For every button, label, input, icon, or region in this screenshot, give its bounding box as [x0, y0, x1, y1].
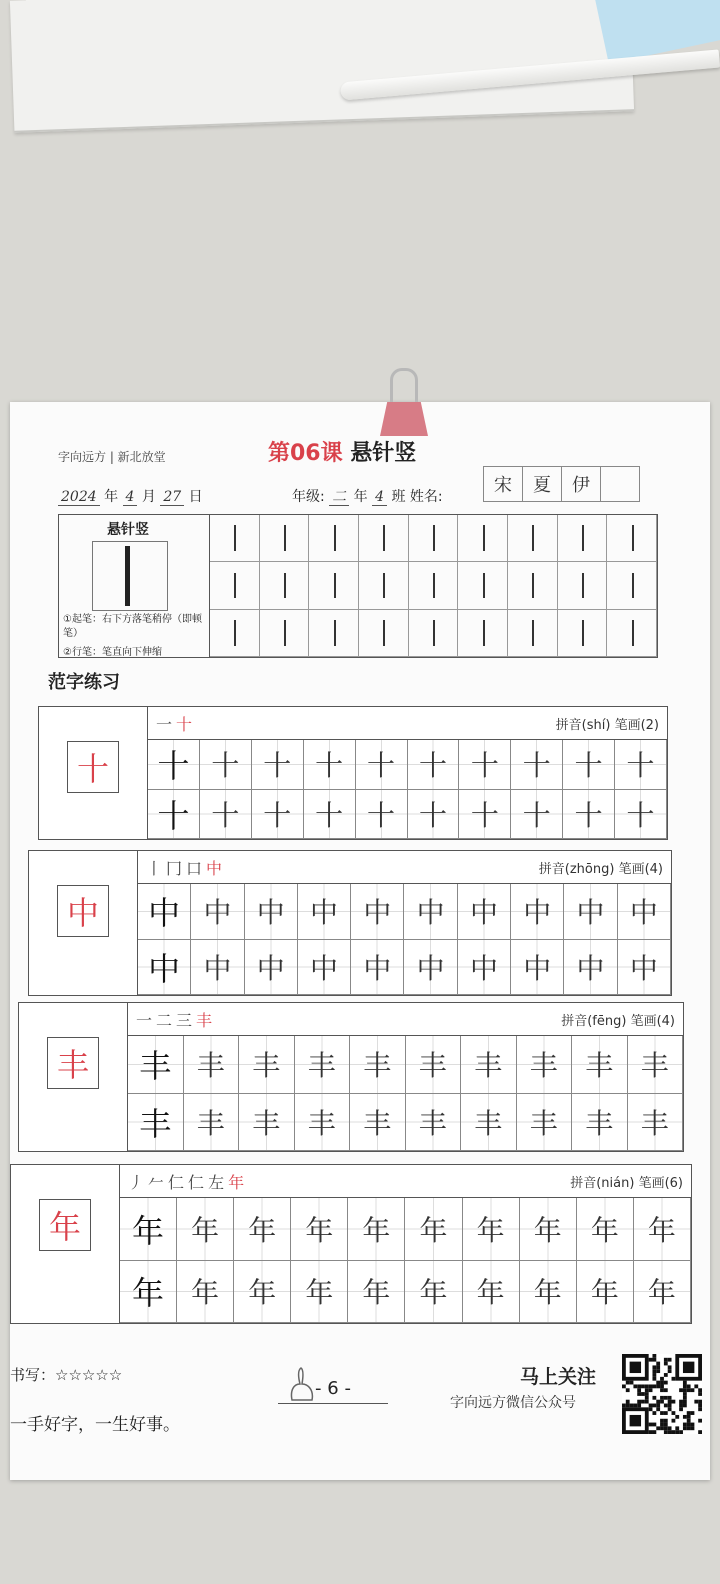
class-row — [292, 486, 443, 506]
practice-cell[interactable]: 十 — [252, 740, 304, 790]
practice-cell[interactable]: 丰 — [239, 1036, 295, 1094]
practice-cell[interactable]: 十 — [563, 740, 615, 790]
name-box[interactable] — [600, 466, 640, 502]
motto: 一手好字，一生好事。 — [10, 1415, 180, 1435]
practice-cell[interactable]: 十 — [148, 790, 200, 840]
stroke-order-step: 一 — [156, 714, 177, 734]
stroke-cell[interactable] — [409, 515, 459, 562]
model-cell — [19, 1003, 128, 1151]
practice-cell[interactable]: 丰 — [295, 1036, 351, 1094]
model-character: 年 — [39, 1199, 91, 1251]
practice-cell[interactable]: 年 — [348, 1198, 405, 1261]
practice-cell[interactable]: 年 — [120, 1261, 177, 1324]
binder-clip — [380, 368, 428, 438]
practice-cell[interactable]: 丰 — [628, 1036, 684, 1094]
practice-cell[interactable]: 中 — [404, 884, 457, 940]
stroke-order-step: 十 — [176, 714, 197, 734]
stroke-cell[interactable] — [508, 610, 558, 657]
practice-grid — [128, 1036, 683, 1151]
practice-cell[interactable]: 十 — [304, 790, 356, 840]
stroke-cell[interactable] — [309, 562, 359, 609]
practice-cell[interactable]: 中 — [138, 940, 191, 996]
practice-cell[interactable]: 中 — [511, 884, 564, 940]
stroke-order-step: 丰 — [196, 1010, 217, 1030]
character-meta — [570, 1172, 683, 1191]
date-row — [58, 486, 203, 506]
practice-cell[interactable]: 中 — [191, 884, 244, 940]
practice-cell[interactable]: 丰 — [572, 1094, 628, 1152]
stroke-order-step: 三 — [176, 1010, 197, 1030]
stroke-cell[interactable] — [458, 515, 508, 562]
date-month[interactable]: 4 — [123, 489, 138, 506]
class-value[interactable]: 4 — [372, 489, 387, 506]
practice-cell[interactable]: 丰 — [461, 1094, 517, 1152]
practice-cell[interactable]: 中 — [511, 940, 564, 996]
strokes-label: 笔画(4) — [630, 1013, 675, 1029]
stroke-order-step: 冂 — [166, 858, 187, 878]
practice-cell[interactable]: 中 — [564, 884, 617, 940]
stroke-cell[interactable] — [508, 562, 558, 609]
practice-cell[interactable]: 年 — [577, 1261, 634, 1324]
practice-cell[interactable]: 年 — [177, 1261, 234, 1324]
stroke-cell[interactable] — [359, 610, 409, 657]
practice-cell[interactable]: 十 — [511, 790, 563, 840]
character-row — [10, 1164, 692, 1324]
practice-cell[interactable]: 中 — [245, 884, 298, 940]
grade-unit: 年 — [353, 489, 368, 505]
practice-cell[interactable]: 丰 — [350, 1036, 406, 1094]
stroke-cell[interactable] — [607, 610, 657, 657]
character-meta — [556, 714, 659, 733]
practice-cell[interactable]: 年 — [634, 1198, 691, 1261]
page-number: - 6 - — [278, 1378, 388, 1404]
stroke-diagram — [92, 541, 168, 611]
stroke-cell[interactable] — [210, 610, 260, 657]
practice-cell[interactable]: 丰 — [184, 1036, 240, 1094]
qr-code-icon[interactable] — [622, 1354, 702, 1434]
stroke-order-step: 中 — [206, 858, 227, 878]
practice-cell[interactable]: 年 — [463, 1261, 520, 1324]
grade-label: 年级: — [292, 489, 325, 505]
model-cell — [11, 1165, 120, 1323]
practice-grid — [148, 740, 667, 839]
stroke-order-step: 仁 — [168, 1172, 189, 1192]
practice-cell[interactable]: 年 — [177, 1198, 234, 1261]
logo-text: 字向远方 | 新北放堂 — [58, 450, 166, 464]
practice-cell[interactable]: 丰 — [239, 1094, 295, 1152]
practice-cell[interactable]: 中 — [138, 884, 191, 940]
stroke-order — [146, 856, 226, 879]
stroke-name: 悬针竖 — [107, 522, 149, 538]
strokes-label: 笔画(6) — [638, 1175, 683, 1191]
practice-cell[interactable]: 中 — [404, 940, 457, 996]
stroke-cell[interactable] — [309, 610, 359, 657]
stroke-cell[interactable] — [359, 562, 409, 609]
stroke-cell[interactable] — [558, 562, 608, 609]
practice-cell[interactable]: 十 — [148, 740, 200, 790]
practice-cell[interactable]: 丰 — [461, 1036, 517, 1094]
practice-cell[interactable]: 年 — [520, 1198, 577, 1261]
strokes-label: 笔画(2) — [614, 717, 659, 733]
stroke-grid — [210, 515, 657, 657]
practice-cell[interactable]: 年 — [291, 1261, 348, 1324]
stroke-cell[interactable] — [409, 610, 459, 657]
lesson-title: 悬针竖 — [350, 441, 417, 466]
practice-cell[interactable]: 十 — [356, 740, 408, 790]
practice-cell[interactable]: 年 — [120, 1198, 177, 1261]
practice-cell[interactable]: 年 — [634, 1261, 691, 1324]
stroke-order-step: 丨 — [146, 858, 167, 878]
name-label: 姓名: — [409, 489, 443, 505]
model-character: 十 — [67, 741, 119, 793]
practice-cell[interactable]: 丰 — [517, 1036, 573, 1094]
follow-subtitle: 字向远方微信公众号 — [450, 1395, 576, 1411]
stroke-order — [128, 1170, 248, 1193]
practice-cell[interactable]: 中 — [298, 940, 351, 996]
practice-cell[interactable]: 十 — [356, 790, 408, 840]
stroke-note-2: ②行笔：笔直向下伸缩 — [63, 647, 162, 658]
practice-cell[interactable]: 年 — [234, 1198, 291, 1261]
stroke-order-step: 口 — [186, 858, 207, 878]
practice-cell[interactable]: 十 — [408, 740, 460, 790]
name-boxes — [484, 466, 640, 502]
stroke-order-step: 年 — [228, 1172, 249, 1192]
practice-cell[interactable]: 十 — [459, 790, 511, 840]
character-row — [18, 1002, 684, 1152]
practice-cell[interactable]: 丰 — [128, 1094, 184, 1152]
practice-grid — [120, 1198, 691, 1323]
practice-cell[interactable]: 丰 — [406, 1094, 462, 1152]
follow-label: 马上关注 — [520, 1366, 597, 1388]
practice-cell[interactable]: 丰 — [406, 1036, 462, 1094]
practice-cell[interactable]: 十 — [252, 790, 304, 840]
practice-cell[interactable]: 年 — [405, 1198, 462, 1261]
page-title — [268, 436, 416, 467]
pinyin-label: 拼音(fēng) — [561, 1013, 627, 1029]
name-box[interactable]: 伊 — [561, 466, 601, 502]
practice-cell[interactable]: 十 — [511, 740, 563, 790]
practice-cell[interactable]: 年 — [291, 1198, 348, 1261]
stroke-cell[interactable] — [409, 562, 459, 609]
stroke-cell[interactable] — [210, 515, 260, 562]
practice-cell[interactable]: 中 — [458, 940, 511, 996]
practice-cell[interactable]: 十 — [200, 790, 252, 840]
stroke-order-step: 一 — [136, 1010, 157, 1030]
practice-cell[interactable]: 中 — [298, 884, 351, 940]
day-unit: 日 — [188, 489, 203, 505]
practice-cell[interactable]: 丰 — [517, 1094, 573, 1152]
stroke-cell[interactable] — [558, 610, 608, 657]
practice-cell[interactable]: 丰 — [295, 1094, 351, 1152]
worksheet — [10, 402, 710, 1480]
pinyin-label: 拼音(zhōng) — [538, 861, 615, 877]
stroke-order-step: 丿 — [128, 1172, 149, 1192]
stroke-order-step: 𠂉 — [148, 1172, 169, 1192]
practice-cell[interactable]: 十 — [408, 790, 460, 840]
character-row — [28, 850, 672, 996]
stroke-cell[interactable] — [508, 515, 558, 562]
stroke-order — [156, 712, 196, 735]
character-meta — [539, 858, 663, 877]
name-box[interactable]: 夏 — [522, 466, 562, 502]
grade-value[interactable]: 二 — [329, 489, 349, 506]
pinyin-label: 拼音(nián) — [570, 1175, 635, 1191]
practice-cell[interactable]: 年 — [234, 1261, 291, 1324]
section-title: 范字练习 — [48, 672, 120, 693]
date-day[interactable]: 27 — [160, 489, 184, 506]
name-box[interactable]: 宋 — [483, 466, 523, 502]
practice-cell[interactable]: 年 — [463, 1198, 520, 1261]
stroke-order-step: 左 — [208, 1172, 229, 1192]
strokes-label: 笔画(4) — [618, 861, 663, 877]
pinyin-label: 拼音(shí) — [555, 717, 611, 733]
month-unit: 月 — [141, 489, 156, 505]
practice-cell[interactable]: 中 — [618, 940, 671, 996]
model-cell — [39, 707, 148, 839]
practice-cell[interactable]: 十 — [615, 740, 667, 790]
practice-cell[interactable]: 中 — [564, 940, 617, 996]
stroke-cell[interactable] — [558, 515, 608, 562]
stroke-cell[interactable] — [607, 562, 657, 609]
practice-cell[interactable]: 丰 — [350, 1094, 406, 1152]
model-character: 中 — [57, 885, 109, 937]
stroke-cell[interactable] — [260, 515, 310, 562]
character-row — [38, 706, 668, 840]
stroke-cell[interactable] — [260, 610, 310, 657]
stroke-cell[interactable] — [607, 515, 657, 562]
stroke-info — [59, 515, 210, 657]
practice-cell[interactable]: 中 — [191, 940, 244, 996]
practice-cell[interactable]: 中 — [351, 940, 404, 996]
practice-cell[interactable]: 中 — [351, 884, 404, 940]
stroke-order-step: 仁 — [188, 1172, 209, 1192]
stroke-cell[interactable] — [260, 562, 310, 609]
practice-cell[interactable]: 丰 — [572, 1036, 628, 1094]
stroke-practice-block — [58, 514, 658, 658]
practice-cell[interactable]: 丰 — [184, 1094, 240, 1152]
character-meta — [561, 1010, 675, 1029]
lesson-number: 第06课 — [268, 441, 343, 466]
practice-cell[interactable]: 中 — [618, 884, 671, 940]
model-character: 丰 — [47, 1037, 99, 1089]
stroke-order-step: 二 — [156, 1010, 177, 1030]
practice-cell[interactable]: 年 — [577, 1198, 634, 1261]
practice-cell[interactable]: 年 — [348, 1261, 405, 1324]
practice-cell[interactable]: 丰 — [628, 1094, 684, 1152]
stroke-note-1: ①起笔：右下方落笔稍停（即顿笔） — [63, 614, 202, 639]
practice-cell[interactable]: 十 — [200, 740, 252, 790]
stroke-cell[interactable] — [458, 562, 508, 609]
rating-stars[interactable]: 书写：☆☆☆☆☆ — [10, 1366, 123, 1384]
practice-cell[interactable]: 中 — [458, 884, 511, 940]
practice-cell[interactable]: 十 — [615, 790, 667, 840]
stroke-cell[interactable] — [359, 515, 409, 562]
stroke-cell[interactable] — [309, 515, 359, 562]
stroke-cell[interactable] — [458, 610, 508, 657]
practice-cell[interactable]: 年 — [520, 1261, 577, 1324]
practice-cell[interactable]: 丰 — [128, 1036, 184, 1094]
practice-cell[interactable]: 十 — [459, 740, 511, 790]
practice-cell[interactable]: 十 — [563, 790, 615, 840]
year-unit: 年 — [104, 489, 119, 505]
date-year[interactable]: 2024 — [58, 489, 100, 506]
practice-cell[interactable]: 十 — [304, 740, 356, 790]
class-unit: 班 — [391, 489, 406, 505]
model-cell — [29, 851, 138, 995]
stroke-order — [136, 1008, 216, 1031]
practice-cell[interactable]: 中 — [245, 940, 298, 996]
stroke-cell[interactable] — [210, 562, 260, 609]
practice-grid — [138, 884, 671, 995]
practice-cell[interactable]: 年 — [405, 1261, 462, 1324]
